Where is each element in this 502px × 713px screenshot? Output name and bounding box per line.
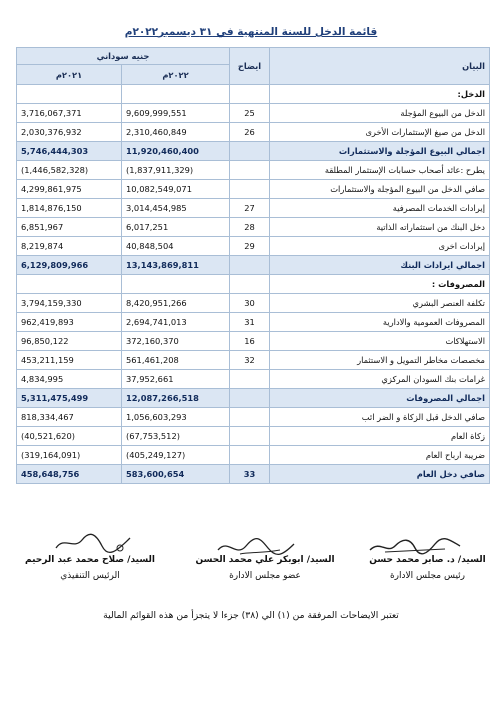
note-cell	[230, 427, 270, 446]
value-2022-cell: 9,609,999,551	[122, 104, 230, 123]
table-row	[17, 123, 490, 142]
value-2021-cell: 2,030,376,932	[17, 123, 122, 142]
board-member-name: السيد/ ابوبكر علي محمد الحسن	[195, 555, 335, 565]
note-column-header: ايضاح	[230, 48, 270, 85]
value-2022-cell: 2,694,741,013	[122, 313, 230, 332]
description-cell: زكاة العام	[270, 427, 490, 446]
board-member-role: عضو مجلس الادارة	[229, 571, 301, 581]
value-2022-cell: (1,837,911,329)	[122, 161, 230, 180]
total-row	[17, 389, 490, 408]
value-2022-cell: 40,848,504	[122, 237, 230, 256]
value-2022-cell: 8,420,951,266	[122, 294, 230, 313]
description-cell: الدخل من صيغ الإستثمارات الأخرى	[270, 123, 490, 142]
ceo-role: الرئيس التنفيذي	[60, 571, 120, 581]
table-row	[17, 332, 490, 351]
note-cell: 29	[230, 237, 270, 256]
note-cell: 27	[230, 199, 270, 218]
value-2022-cell: 12,087,266,518	[122, 389, 230, 408]
description-cell: تكلفة العنصر البشري	[270, 294, 490, 313]
value-2021-cell: 5,311,475,499	[17, 389, 122, 408]
value-2022-cell: 561,461,208	[122, 351, 230, 370]
value-2021-cell: (40,521,620)	[17, 427, 122, 446]
description-cell: اجمالي البيوع المؤجلة والاستثمارات	[270, 142, 490, 161]
description-cell: صافي الدخل قبل الزكاة و الضر ائب	[270, 408, 490, 427]
value-2022-cell: 13,143,869,811	[122, 256, 230, 275]
table-row	[17, 199, 490, 218]
table-row	[17, 351, 490, 370]
note-cell	[230, 85, 270, 104]
table-row	[17, 427, 490, 446]
value-2021-cell: 3,794,159,330	[17, 294, 122, 313]
notes-footnote: تعتبر الايضاحات المرفقة من (١) الي (٣٨) جزءا لا يتجزأ من هذه القوائم المالية	[103, 610, 399, 621]
note-cell	[230, 389, 270, 408]
note-cell	[230, 161, 270, 180]
total-row	[17, 465, 490, 484]
description-cell: صافي دخل العام	[270, 465, 490, 484]
year-2022-header: ٢٠٢٢م	[122, 65, 230, 85]
value-2021-cell: 4,299,861,975	[17, 180, 122, 199]
value-2022-cell: 6,017,251	[122, 218, 230, 237]
value-2021-cell: 3,716,067,371	[17, 104, 122, 123]
signature-block-chairman	[360, 555, 495, 581]
table-row	[17, 237, 490, 256]
ceo-signature-graphic	[50, 530, 140, 556]
note-cell: 32	[230, 351, 270, 370]
description-cell: ضريبة ارباح العام	[270, 446, 490, 465]
value-2022-cell: (405,249,127)	[122, 446, 230, 465]
statement-title: قائمة الدخل للسنة المنتهية في ٣١ ديسمبر٢٠٢٢م	[124, 26, 378, 38]
description-cell: صافي الدخل من البيوع المؤجلة والاستثمارات	[270, 180, 490, 199]
note-cell: 30	[230, 294, 270, 313]
table-row	[17, 408, 490, 427]
description-column-header: البيان	[270, 48, 490, 85]
table-row	[17, 370, 490, 389]
value-2021-cell: 6,851,967	[17, 218, 122, 237]
note-cell: 31	[230, 313, 270, 332]
value-2021-cell: 8,219,874	[17, 237, 122, 256]
note-cell	[230, 142, 270, 161]
value-2022-cell: 372,160,370	[122, 332, 230, 351]
description-cell: إيرادات الخدمات المصرفية	[270, 199, 490, 218]
value-2021-cell	[17, 275, 122, 294]
currency-header: جنيه سوداني	[17, 48, 230, 65]
value-2021-cell: 962,419,893	[17, 313, 122, 332]
value-2021-cell: (319,164,091)	[17, 446, 122, 465]
value-2022-cell: 583,600,654	[122, 465, 230, 484]
note-cell	[230, 446, 270, 465]
note-cell	[230, 275, 270, 294]
value-2021-cell: 6,129,809,966	[17, 256, 122, 275]
value-2021-cell: 5,746,444,303	[17, 142, 122, 161]
value-2022-cell: 2,310,460,849	[122, 123, 230, 142]
description-cell: المصروفات :	[270, 275, 490, 294]
description-cell: غرامات بنك السودان المركزي	[270, 370, 490, 389]
table-row	[17, 161, 490, 180]
note-cell: 26	[230, 123, 270, 142]
description-cell: اجمالي ايرادات البنك	[270, 256, 490, 275]
note-cell: 33	[230, 465, 270, 484]
value-2021-cell: 453,211,159	[17, 351, 122, 370]
value-2022-cell: 10,082,549,071	[122, 180, 230, 199]
note-cell	[230, 180, 270, 199]
description-cell: دخل البنك من استثماراته الذاتية	[270, 218, 490, 237]
description-cell: إيرادات اخرى	[270, 237, 490, 256]
section-row	[17, 85, 490, 104]
table-row	[17, 180, 490, 199]
description-cell: اجمالي المصروفات	[270, 389, 490, 408]
note-cell: 28	[230, 218, 270, 237]
value-2021-cell: 1,814,876,150	[17, 199, 122, 218]
value-2021-cell	[17, 85, 122, 104]
table-row	[17, 313, 490, 332]
chairman-role: رئيس مجلس الادارة	[389, 571, 466, 581]
income-statement-table	[16, 47, 490, 484]
value-2021-cell: 458,648,756	[17, 465, 122, 484]
value-2021-cell: 818,334,467	[17, 408, 122, 427]
description-cell: يطرح :عائد أصحاب حسابات الإستثمار المطلقة	[270, 161, 490, 180]
value-2022-cell: 37,952,661	[122, 370, 230, 389]
year-2021-header: ٢٠٢١م	[17, 65, 122, 85]
total-row	[17, 256, 490, 275]
note-cell	[230, 370, 270, 389]
value-2022-cell: 1,056,603,293	[122, 408, 230, 427]
signature-block-board-member	[190, 555, 340, 581]
description-cell: الدخل من البيوع المؤجلة	[270, 104, 490, 123]
note-cell	[230, 256, 270, 275]
value-2021-cell: 4,834,995	[17, 370, 122, 389]
value-2021-cell: (1,446,582,328)	[17, 161, 122, 180]
description-cell: الدخل:	[270, 85, 490, 104]
ceo-name: السيد/ صلاح محمد عبد الرحيم	[25, 555, 155, 565]
chairman-name: السيد/ د. صابر محمد حسن	[369, 555, 486, 565]
value-2022-cell: (67,753,512)	[122, 427, 230, 446]
table-row	[17, 218, 490, 237]
note-cell	[230, 408, 270, 427]
note-cell: 16	[230, 332, 270, 351]
description-cell: الاستهلاكات	[270, 332, 490, 351]
table-row	[17, 104, 490, 123]
description-cell: المصروفات العمومية والادارية	[270, 313, 490, 332]
note-cell: 25	[230, 104, 270, 123]
value-2022-cell	[122, 85, 230, 104]
description-cell: مخصصات مخاطر التمويل و الاستثمار	[270, 351, 490, 370]
section-row	[17, 275, 490, 294]
table-row	[17, 446, 490, 465]
signature-block-ceo	[15, 555, 165, 581]
total-row	[17, 142, 490, 161]
value-2022-cell: 11,920,460,400	[122, 142, 230, 161]
value-2022-cell	[122, 275, 230, 294]
value-2022-cell: 3,014,454,985	[122, 199, 230, 218]
table-row	[17, 294, 490, 313]
value-2021-cell: 96,850,122	[17, 332, 122, 351]
